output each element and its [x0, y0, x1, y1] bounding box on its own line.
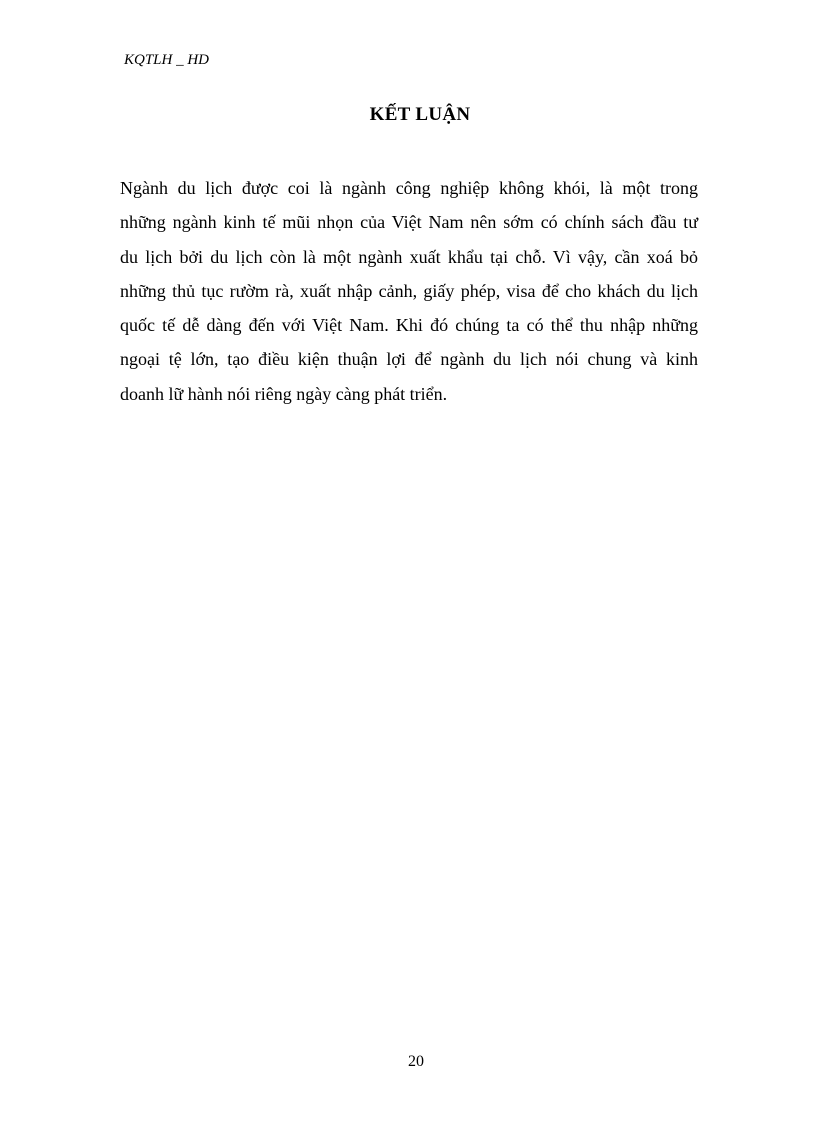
paragraph-line: du lịch bởi du lịch còn là một ngành xuất khẩu tại chỗ. Vì vậy, cần xoá bỏ	[120, 246, 698, 267]
paragraph-line: Ngành du lịch được coi là ngành công nghiệp không khói, là một trong	[120, 178, 698, 198]
paragraph-line: ngoại tệ lớn, tạo điều kiện thuận lợi để ngành du lịch nói chung và kinh	[120, 349, 698, 370]
conclusion-paragraph	[120, 176, 698, 416]
paragraph-line: những thủ tục rườm rà, xuất nhập cảnh, giấy phép, visa để cho khách du lịch	[120, 280, 698, 301]
page-number: 20	[408, 1053, 424, 1070]
paragraph-line: quốc tế dễ dàng đến với Việt Nam. Khi đó chúng ta có thể thu nhập những	[120, 315, 698, 336]
paragraph-line: doanh lữ hành nói riêng ngày càng phát triển.	[120, 383, 448, 404]
page-title: KẾT LUẬN	[369, 104, 471, 125]
paragraph-line: những ngành kinh tế mũi nhọn của Việt Nam nên sớm có chính sách đầu tư	[120, 212, 698, 233]
document-header-code: KQTLH _ HD	[124, 52, 210, 68]
